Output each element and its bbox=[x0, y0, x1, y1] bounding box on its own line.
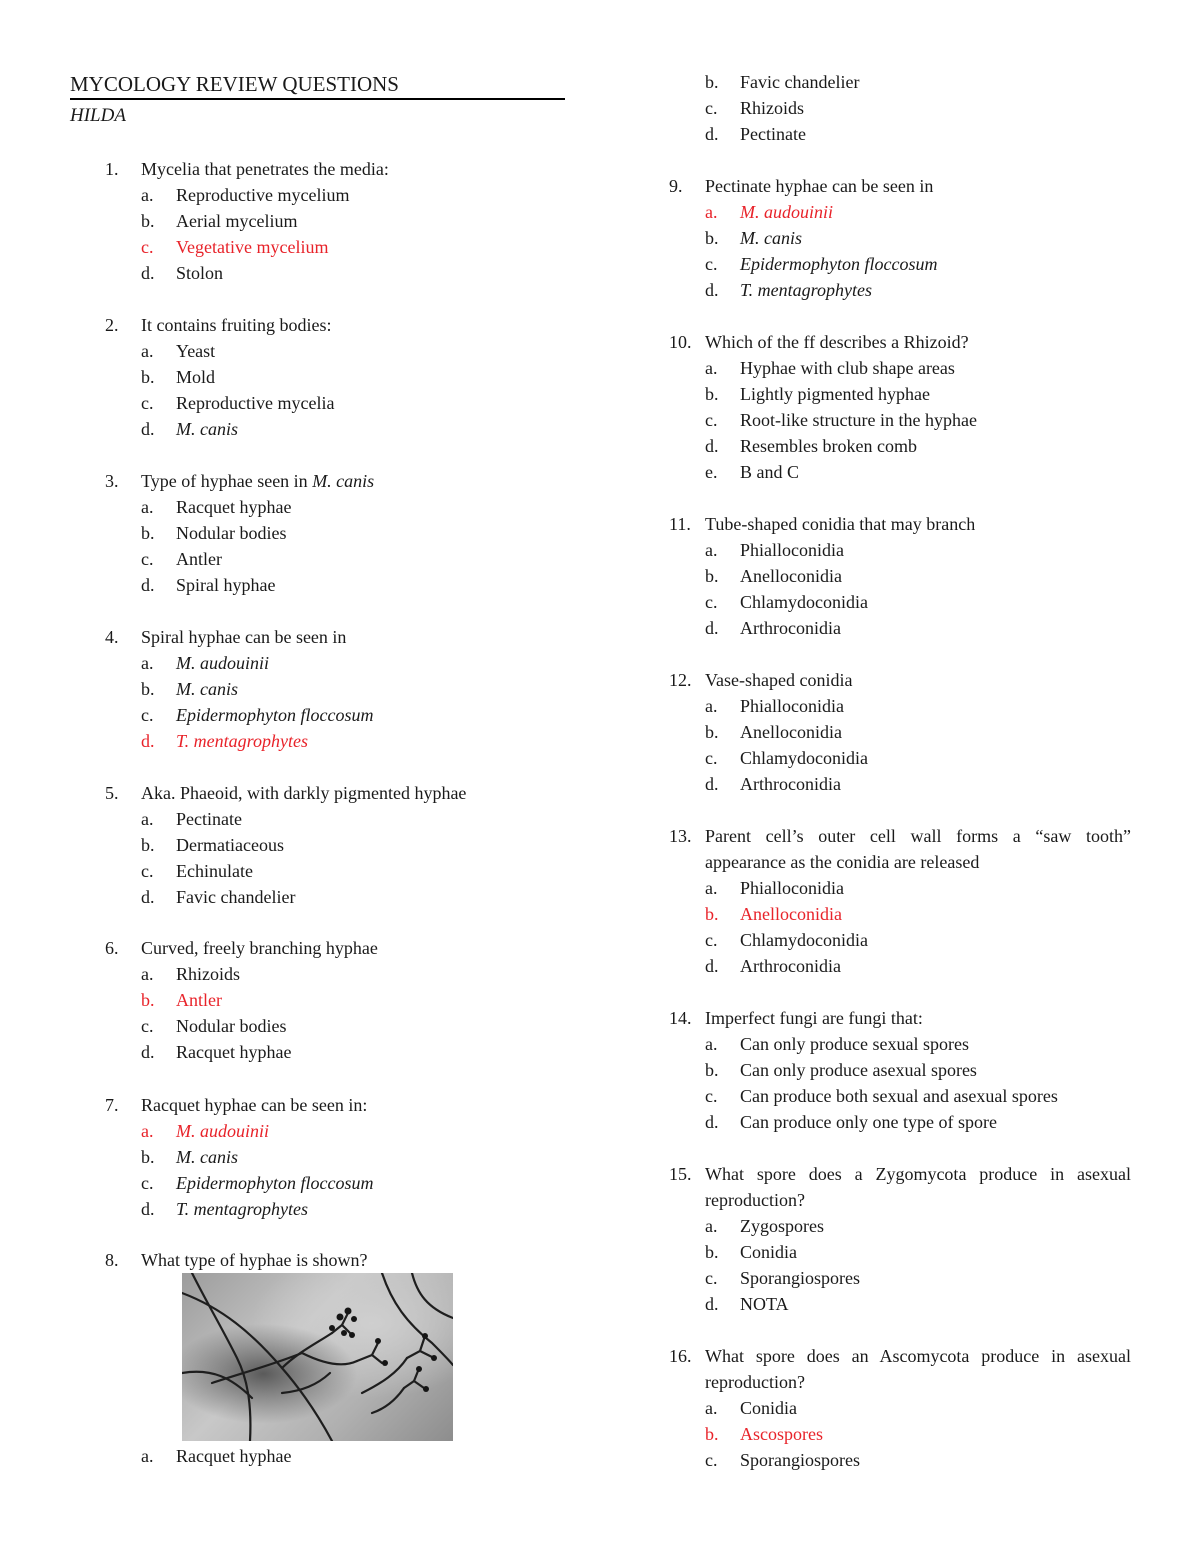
option-d: d. Resembles broken comb bbox=[705, 436, 917, 456]
question-number: 10. bbox=[669, 332, 692, 352]
question-15 bbox=[669, 1161, 1131, 1317]
question-16 bbox=[669, 1343, 1131, 1473]
question-1 bbox=[70, 156, 570, 286]
question-4 bbox=[70, 624, 570, 754]
option-c: c. Epidermophyton floccosum bbox=[141, 705, 374, 725]
option-c: c. Root-like structure in the hyphae bbox=[705, 410, 977, 430]
question-5 bbox=[70, 780, 570, 910]
option-d: d. Can produce only one type of spore bbox=[705, 1112, 997, 1132]
option-a: a. Phialloconidia bbox=[705, 878, 844, 898]
question-text: Parent cell’s outer cell wall forms a “saw tooth” appearance as the conidia are released bbox=[705, 826, 1131, 872]
option-c: c. Chlamydoconidia bbox=[705, 748, 868, 768]
option-b-answer: b. Antler bbox=[141, 990, 222, 1010]
question-text: Vase-shaped conidia bbox=[705, 670, 853, 690]
question-number: 14. bbox=[669, 1008, 692, 1028]
option-b: b. Mold bbox=[141, 367, 216, 387]
question-9 bbox=[669, 173, 1131, 303]
question-6 bbox=[70, 935, 570, 1065]
question-text: Pectinate hyphae can be seen in bbox=[705, 176, 934, 196]
author-name: HILDA bbox=[70, 105, 126, 126]
question-number: 2. bbox=[105, 315, 119, 335]
option-c: c. Reproductive mycelia bbox=[141, 393, 335, 413]
option-b-answer: b. Ascospores bbox=[705, 1424, 823, 1444]
option-a-answer: a. M. audouinii bbox=[141, 1121, 269, 1141]
option-d: d. Spiral hyphae bbox=[141, 575, 276, 595]
question-number: 6. bbox=[105, 938, 119, 958]
option-b: b. Conidia bbox=[705, 1242, 797, 1262]
option-a: a. Zygospores bbox=[705, 1216, 824, 1236]
option-a-answer: a. M. audouinii bbox=[705, 202, 833, 222]
option-a: a. Phialloconidia bbox=[705, 696, 844, 716]
option-b: b. Can only produce asexual spores bbox=[705, 1060, 977, 1080]
option-b: b. Favic chandelier bbox=[705, 72, 860, 92]
question-text: What spore does a Zygomycota produce in asexual reproduction? bbox=[705, 1164, 1131, 1210]
page-title: MYCOLOGY REVIEW QUESTIONS bbox=[70, 70, 565, 100]
question-text: Tube-shaped conidia that may branch bbox=[705, 514, 976, 534]
option-d: d. NOTA bbox=[705, 1294, 789, 1314]
question-8 bbox=[70, 1247, 570, 1273]
option-c: c. Epidermophyton floccosum bbox=[705, 254, 938, 274]
question-number: 13. bbox=[669, 826, 692, 846]
option-a: a. Racquet hyphae bbox=[141, 1446, 292, 1466]
question-number: 8. bbox=[105, 1250, 119, 1270]
option-c: c. Rhizoids bbox=[705, 98, 805, 118]
question-text: What spore does an Ascomycota produce in asexual reproduction? bbox=[705, 1346, 1131, 1392]
option-d-answer: d. T. mentagrophytes bbox=[141, 731, 308, 751]
option-b: b. M. canis bbox=[705, 228, 802, 248]
option-d: d. Arthroconidia bbox=[705, 774, 841, 794]
question-11 bbox=[669, 511, 1131, 641]
question-14 bbox=[669, 1005, 1131, 1135]
option-d: d. Favic chandelier bbox=[141, 887, 296, 907]
option-a: a. Phialloconidia bbox=[705, 540, 844, 560]
question-number: 16. bbox=[669, 1346, 692, 1366]
option-a: a. Rhizoids bbox=[141, 964, 241, 984]
question-number: 15. bbox=[669, 1164, 692, 1184]
question-number: 7. bbox=[105, 1095, 119, 1115]
option-b: b. Anelloconidia bbox=[705, 722, 842, 742]
question-number: 9. bbox=[669, 176, 683, 196]
question-10 bbox=[669, 329, 1131, 485]
question-text: Curved, freely branching hyphae bbox=[141, 938, 378, 958]
option-d: d. T. mentagrophytes bbox=[705, 280, 872, 300]
question-3 bbox=[70, 468, 570, 598]
option-c: c. Antler bbox=[141, 549, 222, 569]
hyphae-micrograph-image bbox=[182, 1273, 453, 1441]
hyphae-illustration bbox=[182, 1273, 453, 1441]
option-c-answer: c. Vegetative mycelium bbox=[141, 237, 329, 257]
question-12 bbox=[669, 667, 1131, 797]
option-b: b. Nodular bodies bbox=[141, 523, 287, 543]
question-13 bbox=[669, 823, 1131, 979]
option-d: d. Racquet hyphae bbox=[141, 1042, 292, 1062]
question-text: What type of hyphae is shown? bbox=[141, 1250, 368, 1270]
question-2 bbox=[70, 312, 570, 442]
option-c: c. Chlamydoconidia bbox=[705, 930, 868, 950]
option-b: b. Dermatiaceous bbox=[141, 835, 284, 855]
question-text: Type of hyphae seen in M. canis bbox=[141, 471, 375, 491]
option-a: a. Hyphae with club shape areas bbox=[705, 358, 955, 378]
option-c: c. Can produce both sexual and asexual spores bbox=[705, 1086, 1058, 1106]
option-a: a. Pectinate bbox=[141, 809, 242, 829]
option-c: c. Epidermophyton floccosum bbox=[141, 1173, 374, 1193]
question-text: Mycelia that penetrates the media: bbox=[141, 159, 389, 179]
option-a: a. Yeast bbox=[141, 341, 216, 361]
question-text: Imperfect fungi are fungi that: bbox=[705, 1008, 923, 1028]
question-number: 5. bbox=[105, 783, 119, 803]
question-number: 3. bbox=[105, 471, 119, 491]
option-d: d. Arthroconidia bbox=[705, 618, 841, 638]
option-a: a. Racquet hyphae bbox=[141, 497, 292, 517]
option-c: c. Sporangiospores bbox=[705, 1268, 860, 1288]
question-7 bbox=[70, 1092, 570, 1222]
option-c: c. Echinulate bbox=[141, 861, 253, 881]
question-text: Aka. Phaeoid, with darkly pigmented hyphae bbox=[141, 783, 467, 803]
option-d: d. Pectinate bbox=[705, 124, 806, 144]
option-b: b. Aerial mycelium bbox=[141, 211, 298, 231]
option-d: d. T. mentagrophytes bbox=[141, 1199, 308, 1219]
option-d: d. Stolon bbox=[141, 263, 224, 283]
option-c: c. Chlamydoconidia bbox=[705, 592, 868, 612]
option-d: d. M. canis bbox=[141, 419, 238, 439]
option-a: a. Conidia bbox=[705, 1398, 797, 1418]
question-number: 1. bbox=[105, 159, 119, 179]
option-e: e. B and C bbox=[705, 462, 800, 482]
option-a: a. Reproductive mycelium bbox=[141, 185, 350, 205]
question-8-continued bbox=[669, 69, 1131, 147]
option-d: d. Arthroconidia bbox=[705, 956, 841, 976]
question-text: Spiral hyphae can be seen in bbox=[141, 627, 347, 647]
question-number: 11. bbox=[669, 514, 691, 534]
question-text: Racquet hyphae can be seen in: bbox=[141, 1095, 368, 1115]
question-text: It contains fruiting bodies: bbox=[141, 315, 332, 335]
option-b: b. Anelloconidia bbox=[705, 566, 842, 586]
question-8-options bbox=[70, 1443, 570, 1469]
option-b: b. Lightly pigmented hyphae bbox=[705, 384, 930, 404]
option-b-answer: b. Anelloconidia bbox=[705, 904, 842, 924]
option-a: a. M. audouinii bbox=[141, 653, 269, 673]
option-b: b. M. canis bbox=[141, 1147, 238, 1167]
option-c: c. Nodular bodies bbox=[141, 1016, 287, 1036]
option-b: b. M. canis bbox=[141, 679, 238, 699]
question-number: 4. bbox=[105, 627, 119, 647]
option-a: a. Can only produce sexual spores bbox=[705, 1034, 969, 1054]
question-number: 12. bbox=[669, 670, 692, 690]
option-c: c. Sporangiospores bbox=[705, 1450, 860, 1470]
question-text: Which of the ff describes a Rhizoid? bbox=[705, 332, 969, 352]
